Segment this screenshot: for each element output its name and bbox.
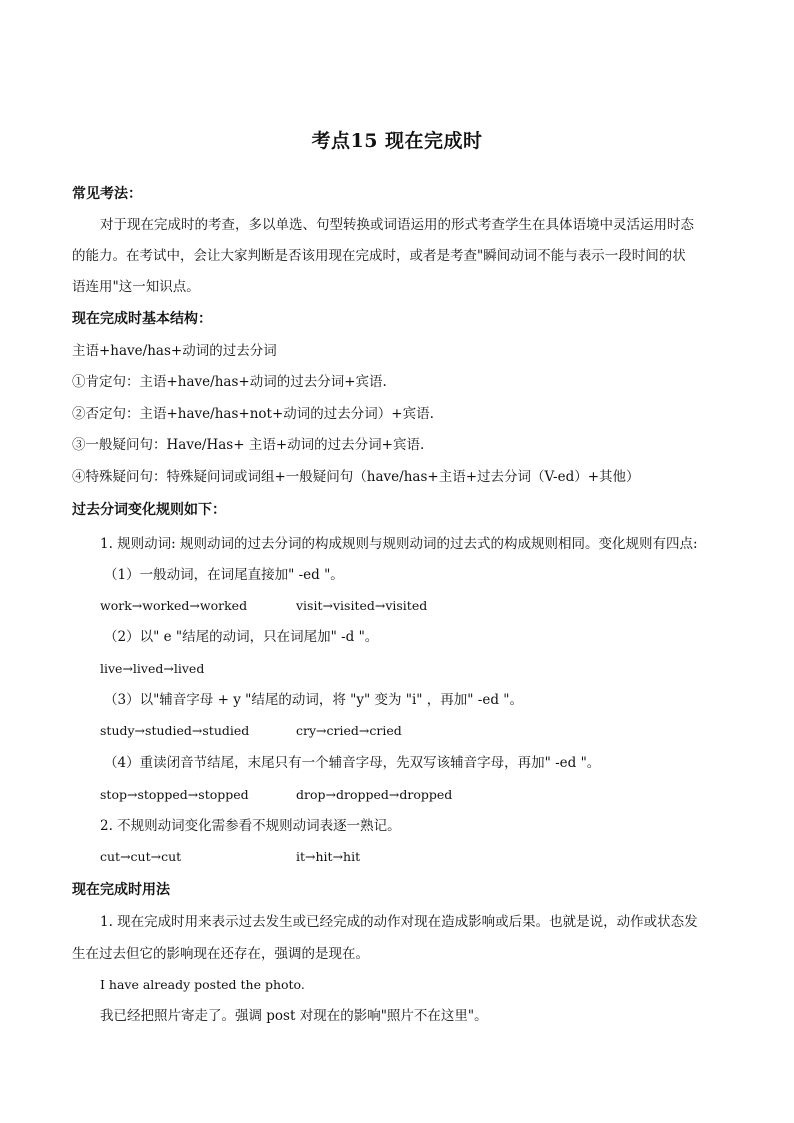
rules-intro: 1. 规则动词: 规则动词的过去分词的构成规则与规则动词的过去式的构成规则相同。变化规则有四点: [100,536,698,552]
rule-3-examples [100,721,402,741]
example-visit: visit→visited→visited [296,598,428,613]
rule-1-examples [100,596,427,616]
section-heading-usage: 现在完成时用法 [72,882,170,898]
paragraph-line: 对于现在完成时的考查，多以单选、句型转换或词语运用的形式考查学生在具体语境中灵活运用时态 [100,217,694,233]
example-drop: drop→dropped→dropped [296,787,453,802]
example-study: study→studied→studied [100,723,250,738]
rule-4-examples [100,785,452,805]
section-heading-common: 常见考法： [72,186,142,202]
example-cut: cut→cut→cut [100,849,182,864]
paragraph-line: 的能力。在考试中，会让大家判断是否该用现在完成时，或者是考查"瞬间动词不能与表示一段时间的状 [72,248,686,264]
irregular-rule: 2. 不规则动词变化需参看不规则动词表逐一熟记。 [100,818,401,834]
example-work: work→worked→worked [100,598,248,613]
section-heading-rules: 过去分词变化规则如下： [72,502,226,518]
rule-3: （3）以"辅音字母 + y "结尾的动词，将 "y" 变为 "i" ，再加" -ed "。 [104,692,523,708]
rule-2: （2）以" e "结尾的动词，只在词尾加" -d "。 [104,629,379,645]
section-heading-structure: 现在完成时基本结构： [72,311,212,327]
rule-1: （1）一般动词，在词尾直接加" -ed "。 [104,567,344,583]
page-title: 考点15 现在完成时 [311,130,483,152]
usage-example-chinese: 我已经把照片寄走了。强调 post 对现在的影响"照片不在这里"。 [100,1008,488,1024]
rule-2-examples [100,659,204,679]
example-hit: it→hit→hit [296,849,361,864]
example-stop: stop→stopped→stopped [100,787,249,802]
usage-line: 1. 现在完成时用来表示过去发生或已经完成的动作对现在造成影响或后果。也就是说，动作或状态发 [100,914,698,930]
example-live: live→lived→lived [100,661,205,676]
example-cry: cry→cried→cried [296,723,402,738]
structure-item-negative: ②否定句：主语+have/has+not+动词的过去分词）+宾语. [72,406,434,422]
structure-item-wh-question: ④特殊疑问句：特殊疑问词或词组+一般疑问句（have/has+主语+过去分词（V-ed）+其他） [72,469,640,485]
structure-formula: 主语+have/has+动词的过去分词 [72,343,277,359]
rule-4: （4）重读闭音节结尾，末尾只有一个辅音字母，先双写该辅音字母，再加" -ed "。 [104,755,601,771]
structure-item-yes-no-question: ③一般疑问句：Have/Has+ 主语+动词的过去分词+宾语. [72,437,425,453]
usage-line: 生在过去但它的影响现在还存在，强调的是现在。 [72,946,369,962]
structure-item-affirmative: ①肯定句：主语+have/has+动词的过去分词+宾语. [72,374,387,390]
irregular-examples [100,847,360,867]
usage-example-english: I have already posted the photo. [100,977,305,992]
paragraph-line: 语连用"这一知识点。 [72,279,200,295]
